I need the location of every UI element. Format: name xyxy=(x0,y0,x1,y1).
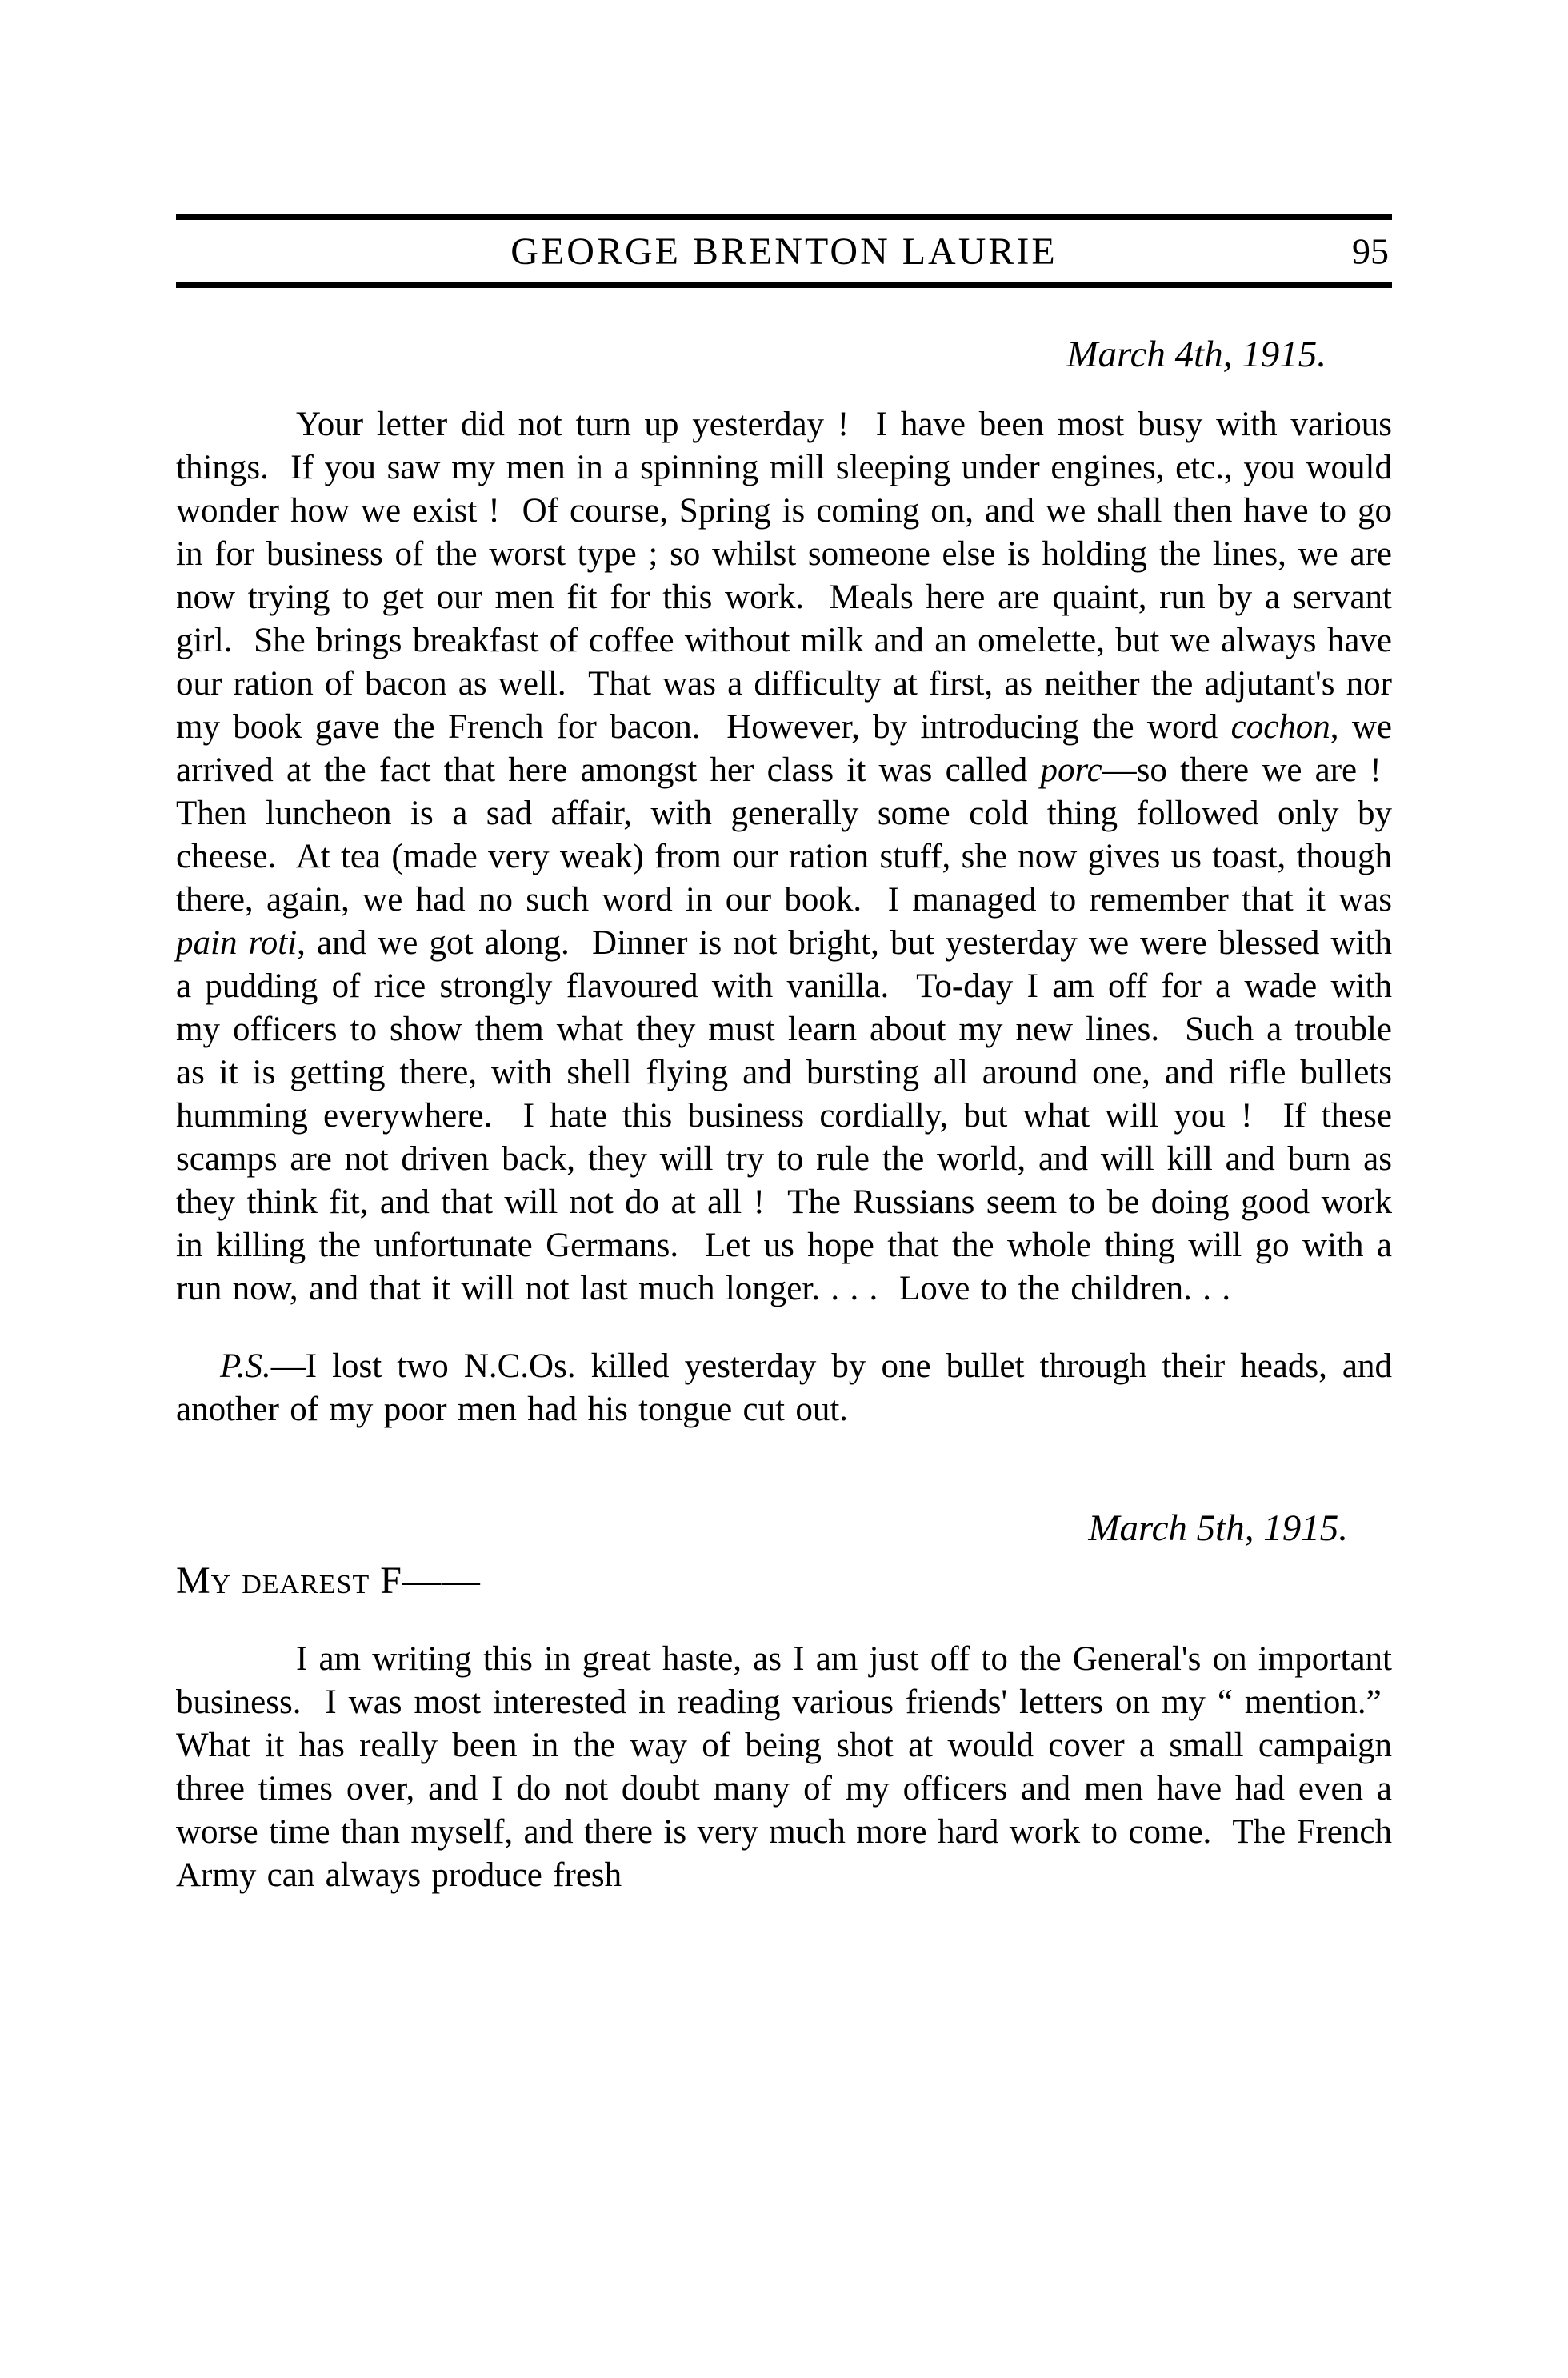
page-header xyxy=(176,220,1392,282)
letter-march-4 xyxy=(176,334,1392,1431)
text-segment: Your letter did not turn up yesterday ! I have been most busy with various things. If you saw my men in a spinning mill sleeping under engines, etc., you would wonder how we exist ! Of course, Spring is coming on, and we shall then have to go in for business of the worst type ; so whilst someone else is holding the lines, we are now trying to get our men fit for this work. Meals here are quaint, run by a servant girl. She brings breakfast of coffee without milk and an omelette, but we always have our ration of bacon as well. That was a difficulty at first, as neither the adjutant's nor my book gave the French for bacon. However, by introducing the word xyxy=(176,405,1392,746)
letter-paragraph xyxy=(176,1638,1392,1897)
text-segment: , and we got along. Dinner is not bright, but yesterday we were blessed with a pudding of rice strongly flavoured with vanilla. To-day I am off for a wade with my officers to show them what they must learn about my new lines. Such a trouble as it is getting there, with shell flying and bursting all around one, and rifle bullets humming everywhere. I hate this business cordially, but what will you ! If these scamps are not driven back, they will try to rule the world, and will kill and burn as they think fit, and that will not do at all ! The Russians seem to be doing good work in killing the unfortunate Germans. Let us hope that the whole thing will go with a run now, and that it will not last much longer. . . . Love to the children. . . xyxy=(176,923,1392,1307)
italic-text-segment: pain roti xyxy=(176,923,298,962)
page-content xyxy=(176,0,1392,1932)
header-bottom-rule xyxy=(176,282,1392,288)
letter-salutation: My dearest F—— xyxy=(176,1559,481,1603)
text-segment: —so there we are ! Then luncheon is a sad affair, with generally some cold thing followed only by cheese. At tea (made very weak) from our ration stuff, she now gives us toast, though there, again, we had no such word in our book. I managed to remember that it was xyxy=(176,751,1393,919)
text-segment: I am writing this in great haste, as I am just off to the General's on important business. I was most interested in reading various friends' letters on my “ mention.” What it has really been in the way of being shot at would cover a small campaign three times over, and I do not doubt many of my officers and men have had even a worse time than myself, and there is very much more hard work to come. The French Army can always produce fresh xyxy=(176,1640,1392,1895)
header-top-rule xyxy=(176,214,1392,220)
letter-march-5 xyxy=(176,1508,1392,1897)
running-header-title: GEORGE BRENTON LAURIE xyxy=(510,230,1058,273)
letter-paragraph xyxy=(176,403,1392,1311)
italic-text-segment: P.S. xyxy=(220,1347,271,1385)
page-number: 95 xyxy=(1352,230,1389,272)
text-segment: , we arrived at the fact that here amongst her class it was called xyxy=(176,707,1392,789)
letter-date: March 5th, 1915. xyxy=(1088,1507,1348,1549)
italic-text-segment: porc xyxy=(1040,751,1102,789)
postscript-paragraph xyxy=(176,1345,1392,1431)
letter-date: March 4th, 1915. xyxy=(1066,334,1326,375)
text-segment: —I lost two N.C.Os. killed yesterday by one bullet through their heads, and another of my poor men had his tongue cut out. xyxy=(176,1347,1392,1428)
italic-text-segment: cochon xyxy=(1230,707,1330,746)
